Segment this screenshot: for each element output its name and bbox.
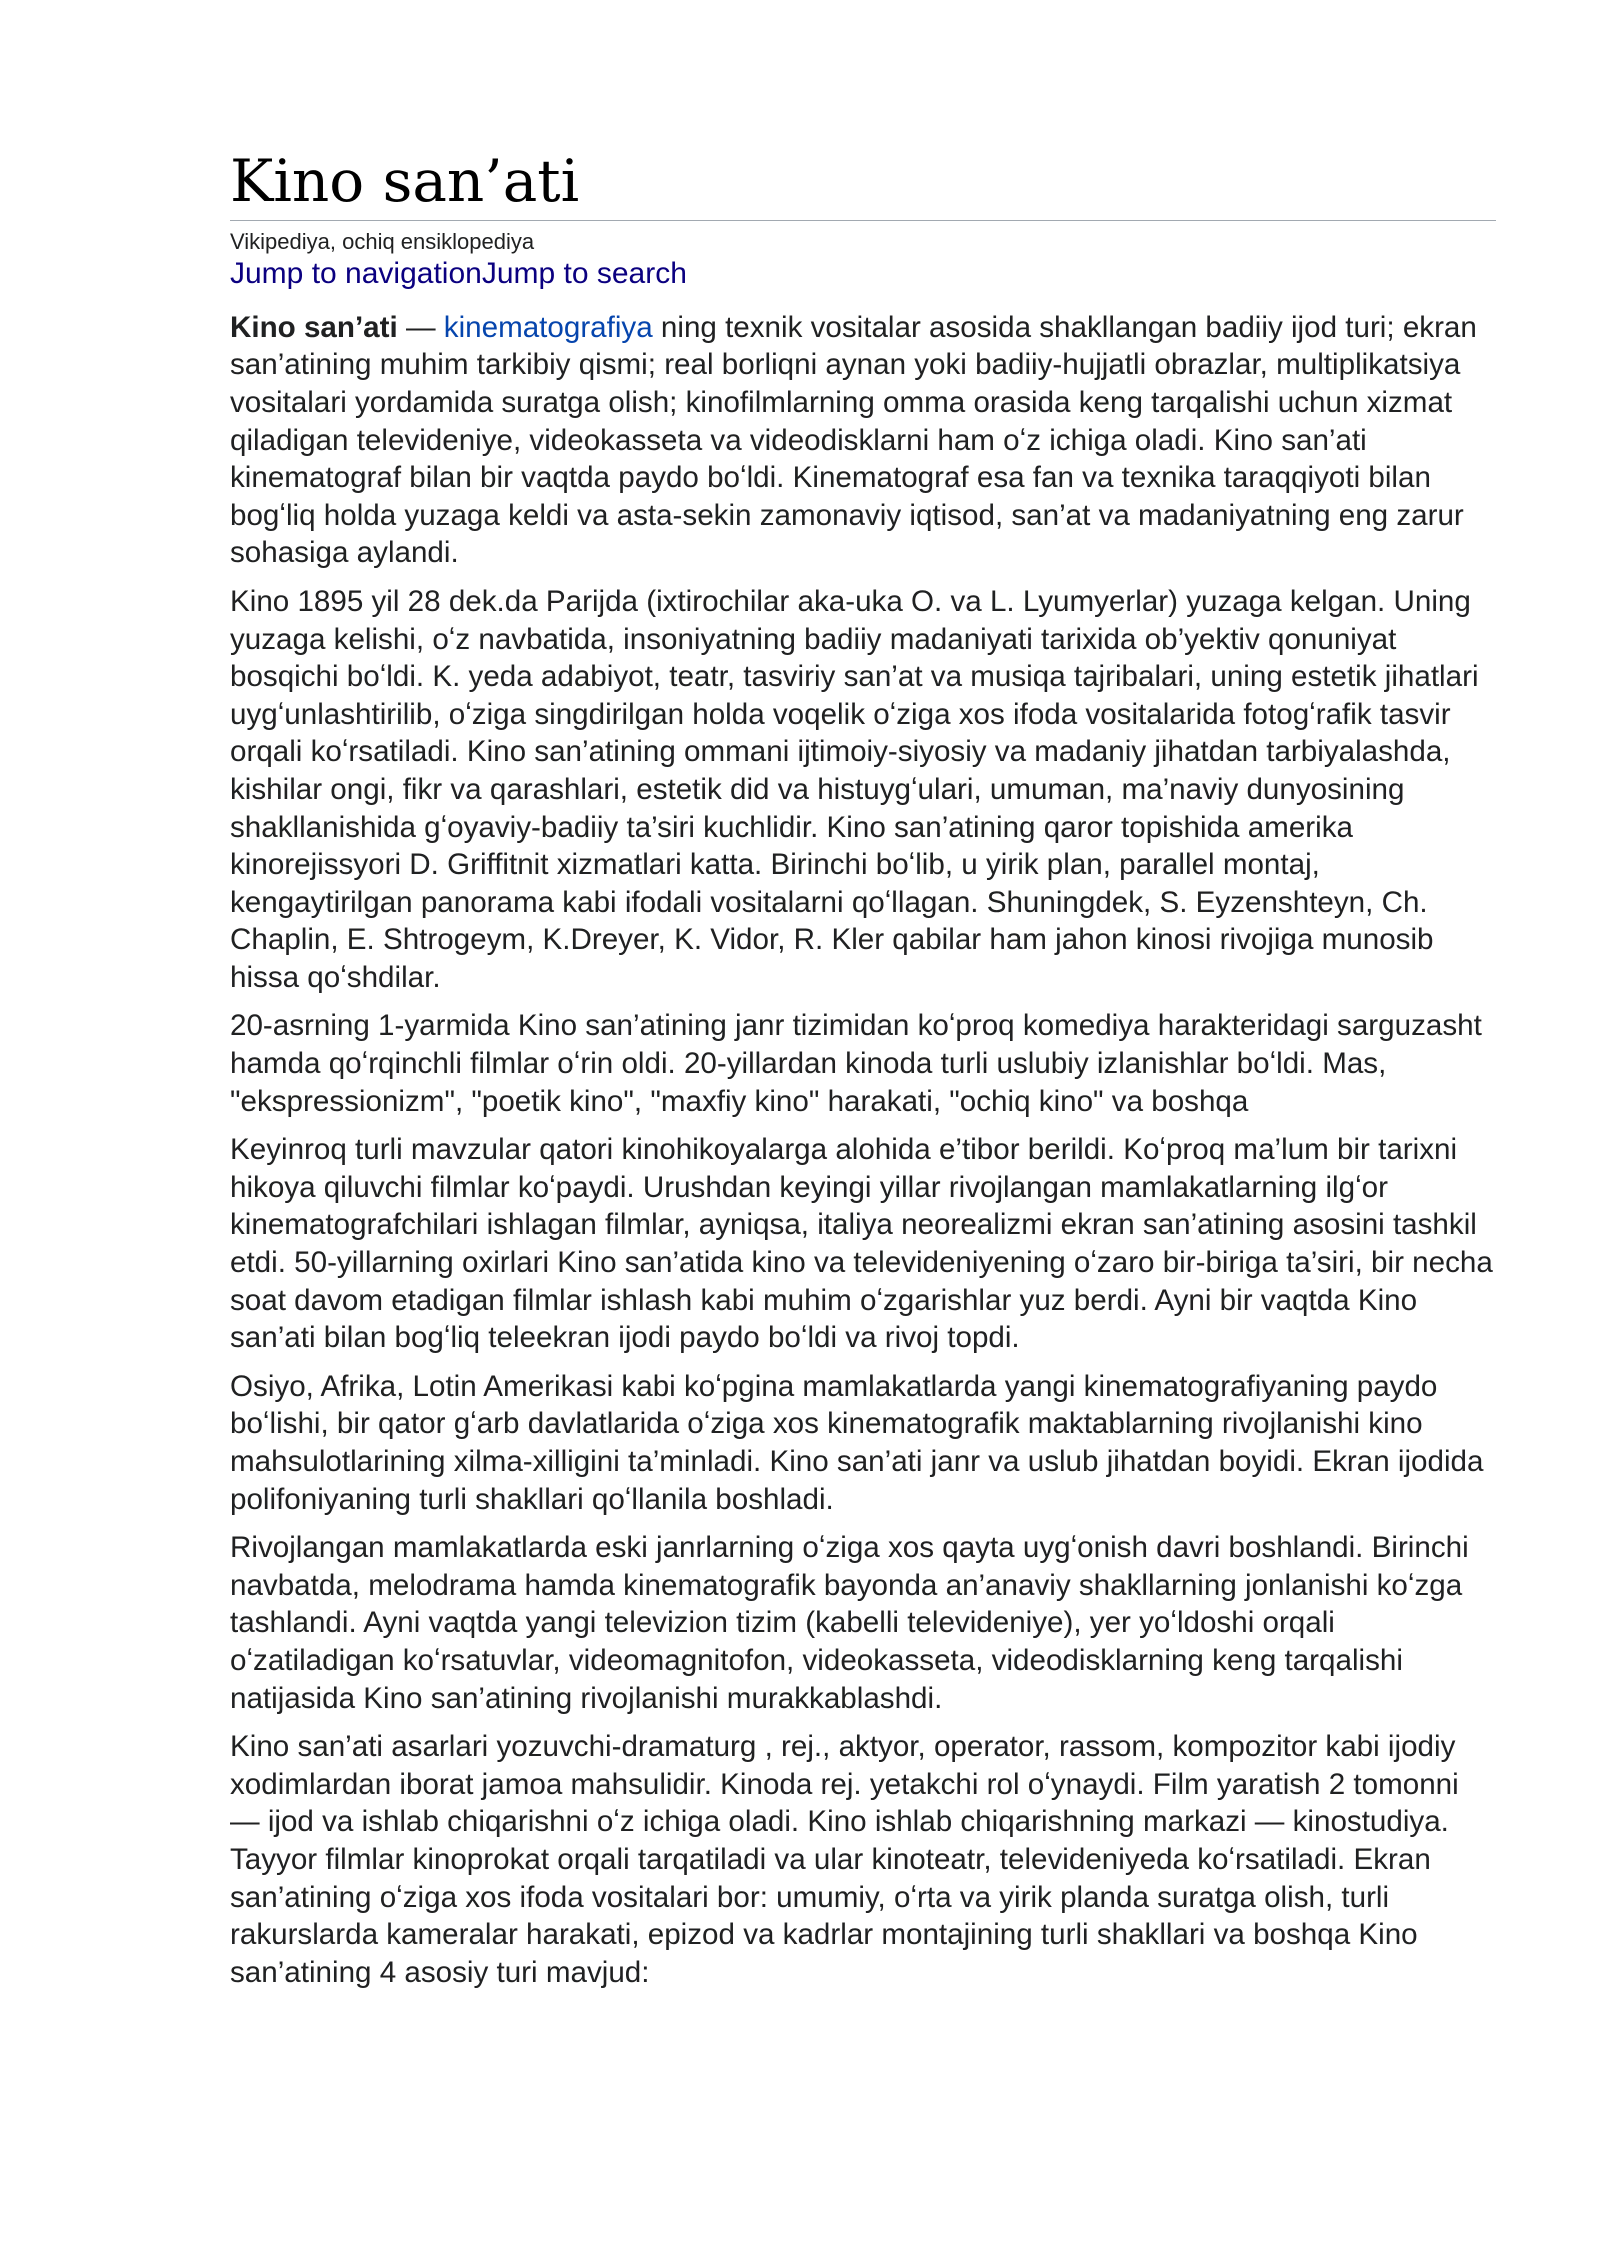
paragraph-20th-century: 20-asrning 1-yarmida Kino san’atining janr tizimidan koʻproq komediya harakteridagi sarguzasht hamda qoʻrqinchli filmlar oʻrin oldi. 20-yillardan kinoda turli uslubiy izlanishlar boʻldi. Mas, "ekspressionizm", "poetik kino", "maxfiy kino" harakati, "ochiq kino" va boshqa [230, 1009, 1482, 1118]
jump-links [230, 257, 1496, 291]
page-title: Kino san’ati [230, 150, 1496, 221]
paragraph-developed-countries: Rivojlangan mamlakatlarda eski janrlarning oʻziga xos qayta uygʻonish davri boshlandi. Birinchi navbatda, melodrama hamda kinematografik bayonda an’anaviy shakllarning jonlanishi koʻzga tashlandi. Ayni vaqtda yangi televizion tizim (kabelli televideniye), yer yoʻldoshi orqali oʻzatiladigan koʻrsatuvlar, videomagnitofon, videokasseta, videodisklarning keng tarqalishi natijasida Kino san’atining rivojlanishi murakkablashdi. [230, 1531, 1469, 1715]
intro-bold-term: Kino san’ati [230, 310, 398, 344]
jump-to-navigation-link[interactable]: Jump to navigation [230, 256, 482, 290]
jump-to-search-link[interactable]: Jump to search [481, 256, 687, 290]
paragraph-history: Kino 1895 yil 28 dek.da Parijda (ixtirochilar aka-uka O. va L. Lyumyerlar) yuzaga kelgan. Uning yuzaga kelishi, oʻz navbatida, insoniyatning badiiy madaniyati tarixida ob’yektiv qonuniyat bosqichi boʻldi. K. yeda adabiyot, teatr, tasviriy san’at va musiqa tajribalari, uning estetik jihatlari uygʻunlashtirilib, oʻziga singdirilgan holda voqelik oʻziga xos ifoda vositalarida fotogʻrafik tasvir orqali koʻrsatiladi. Kino san’atining ommani ijtimoiy-siyosiy va madaniy jihatdan tarbiyalashda, kishilar ongi, fikr va qarashlari, estetik did va histuygʻulari, umuman, ma’naviy dunyosining shakllanishida gʻoyaviy-badiiy ta’siri kuchlidir. Kino san’atining qaror topishida amerika kinorejissyori D. Griffitnit xizmatlari katta. Birinchi boʻlib, u yirik plan, parallel montaj, kengaytirilgan panorama kabi ifodali vositalarni qoʻllagan. Shuningdek, S. Eyzenshteyn, Ch. Chaplin, E. Shtrogeym, K.Dreyer, K. Vidor, R. Kler qabilar ham jahon kinosi rivojiga munosib hissa qoʻshdilar. [230, 584, 1479, 994]
paragraph-production: Kino san’ati asarlari yozuvchi-dramaturg , rej., aktyor, operator, rassom, kompozitor kabi ijodiy xodimlardan iborat jamoa mahsulidir. Kinoda rej. yetakchi rol oʻynaydi. Film yaratish 2 tomonni — ijod va ishlab chiqarishni oʻz ichiga oladi. Kino ishlab chiqarishning markazi — kinostudiya. Tayyor filmlar kinoprokat orqali tarqatiladi va ular kinoteatr, televideniyeda koʻrsatiladi. Ekran san’atining oʻziga xos ifoda vositalari bor: umumiy, oʻrta va yirik planda suratga olish, turli rakurslarda kameralar harakati, epizod va kadrlar montajining turli shakllari va boshqa Kino san’atining 4 asosiy turi mavjud: [230, 1730, 1459, 1989]
paragraph-asia-africa: Osiyo, Afrika, Lotin Amerikasi kabi koʻpgina mamlakatlarda yangi kinematografiyaning paydo boʻlishi, bir qator gʻarb davlatlarida oʻziga xos kinematografik maktablarning rivojlanishi kino mahsulotlarining xilma-xilligini ta’minladi. Kino san’ati janr va uslub jihatdan boyidi. Ekran ijodida polifoniyaning turli shakllari qoʻllanila boshladi. [230, 1369, 1484, 1516]
intro-dash: — [397, 310, 444, 344]
intro-text: ning texnik vositalar asosida shakllangan badiiy ijod turi; ekran san’atining muhim tarkibiy qismi; real borliqni aynan yoki badiiy-hujjatli obrazlar, multiplikatsiya vositalari yordamida suratga olish; kinofilmlarning omma orasida keng tarqalishi uchun xizmat qiladigan televideniye, videokasseta va videodisklarni ham oʻz ichiga oladi. Kino san’ati kinematograf bilan bir vaqtda paydo boʻldi. Kinematograf esa fan va texnika taraqqiyoti bilan bogʻliq holda yuzaga keldi va asta-sekin zamonaviy iqtisod, san’at va madaniyatning eng zarur sohasiga aylandi. [230, 310, 1477, 570]
intro-paragraph [230, 309, 1496, 572]
article-page [230, 147, 1496, 2002]
site-tagline: Vikipediya, ochiq ensiklopediya [230, 228, 535, 254]
paragraph-later-themes: Keyinroq turli mavzular qatori kinohikoyalarga alohida e’tibor berildi. Koʻproq ma’lum bir tarixni hikoya qiluvchi filmlar koʻpaydi. Urushdan keyingi yillar rivojlangan mamlakatlarning ilgʻor kinematografchilari ishlagan filmlar, ayniqsa, italiya neorealizmi ekran san’atining asosini tashkil etdi. 50-yillarning oxirlari Kino san’atida kino va televideniyening oʻzaro bir-biriga ta’siri, bir necha soat davom etadigan filmlar ishlash kabi muhim oʻzgarishlar yuz berdi. Ayni bir vaqtda Kino san’ati bilan bogʻliq teleekran ijodi paydo boʻldi va rivoj topdi. [230, 1133, 1493, 1355]
kinematografiya-link[interactable]: kinematografiya [443, 310, 653, 344]
